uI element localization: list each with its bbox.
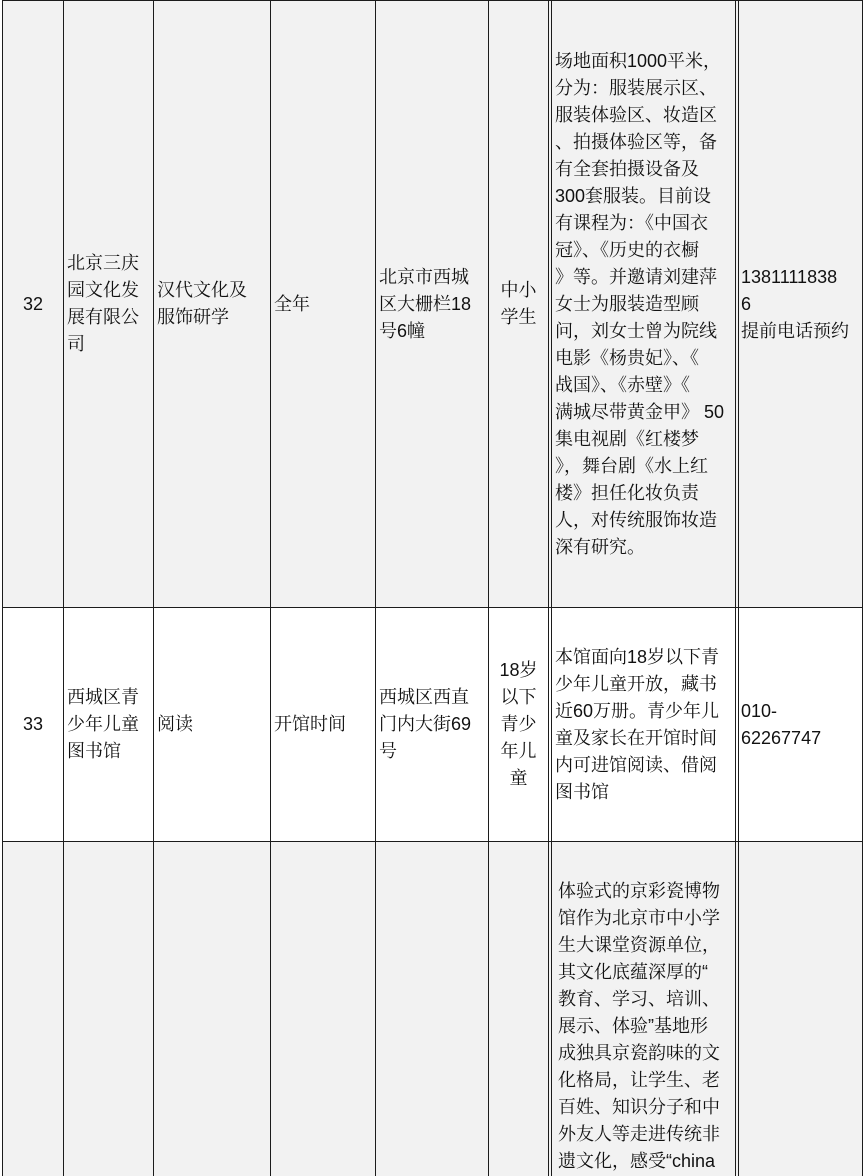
description-line: 体验式的京彩瓷博物 bbox=[558, 881, 720, 901]
description-line: 》，舞台剧《水上红 bbox=[555, 455, 708, 476]
cell-organization bbox=[64, 842, 154, 1176]
description-line: 分为：服装展示区、 bbox=[555, 77, 717, 98]
description-line: 服装体验区、妆造区 bbox=[555, 104, 717, 125]
description-line: 遗文化，感受“china bbox=[558, 1151, 716, 1171]
address-line: 区大栅栏18 bbox=[379, 293, 472, 314]
activity-line: 服饰研学 bbox=[157, 307, 229, 327]
description-line: 少年儿童开放，藏书 bbox=[555, 673, 717, 694]
cell-organization bbox=[64, 1, 154, 607]
address-line: 号6幢 bbox=[379, 320, 426, 341]
description-line: 楼》担任化妆负责 bbox=[555, 482, 699, 503]
description-line: 馆作为北京市中小学 bbox=[558, 908, 720, 928]
contact-line: 010- bbox=[741, 700, 778, 721]
address-line: 号 bbox=[379, 741, 397, 761]
cell-address bbox=[376, 608, 489, 841]
cell-organization bbox=[64, 608, 154, 841]
cell-address bbox=[376, 842, 489, 1176]
audience-line: 学生 bbox=[500, 307, 537, 327]
description-line: 外友人等走进传统非 bbox=[558, 1124, 720, 1144]
time-line: 开馆时间 bbox=[274, 714, 346, 734]
audience-line: 18岁 bbox=[499, 660, 538, 680]
cell-contact bbox=[739, 1, 863, 607]
cell-audience bbox=[489, 1, 548, 607]
cell-audience bbox=[489, 842, 548, 1176]
row-number: 32 bbox=[22, 293, 44, 314]
cell-audience bbox=[489, 608, 548, 841]
cell-contact bbox=[739, 842, 863, 1176]
audience-line: 青少 bbox=[500, 714, 537, 734]
description-line: 本馆面向18岁以下青 bbox=[555, 646, 720, 667]
cell-number bbox=[2, 1, 64, 607]
audience-line: 童 bbox=[509, 768, 528, 788]
description-line: 》等。并邀请刘建萍 bbox=[555, 266, 717, 287]
table-row-33 bbox=[2, 608, 863, 842]
description-line: 其文化底蕴深厚的“ bbox=[558, 962, 708, 982]
address-line: 门内大街69 bbox=[379, 714, 472, 734]
organization-line: 北京三庆 bbox=[67, 253, 139, 273]
description-line: 女士为服装造型顾 bbox=[555, 293, 699, 314]
table-row-32 bbox=[2, 0, 863, 608]
cell-address bbox=[376, 1, 489, 607]
row-number: 33 bbox=[22, 714, 44, 734]
description-line: 场地面积1000平米， bbox=[555, 50, 722, 71]
description-line: 展示、体验”基地形 bbox=[558, 1016, 708, 1036]
organization-line: 图书馆 bbox=[67, 741, 121, 761]
activity-line: 阅读 bbox=[157, 714, 193, 734]
description-line: 满城尽带黄金甲》 50 bbox=[555, 401, 725, 422]
description-line: 图书馆 bbox=[555, 781, 609, 802]
description-line: 近60万册。青少年儿 bbox=[555, 700, 720, 721]
cell-activity bbox=[154, 842, 271, 1176]
description-line: 问，刘女士曾为院线 bbox=[555, 320, 717, 341]
description-line: 成独具京瓷韵味的文 bbox=[558, 1043, 720, 1063]
cell-number bbox=[2, 842, 64, 1176]
contact-line: 6 bbox=[741, 293, 752, 314]
contact-line: 62267747 bbox=[741, 727, 822, 748]
description-line: 化格局，让学生、老 bbox=[558, 1070, 720, 1090]
description-line: 深有研究。 bbox=[555, 536, 645, 557]
cell-contact bbox=[739, 608, 863, 841]
organization-line: 司 bbox=[67, 334, 85, 354]
audience-line: 年儿 bbox=[500, 741, 537, 761]
description-line: 百姓、知识分子和中 bbox=[558, 1097, 720, 1117]
organization-line: 西城区青 bbox=[67, 687, 139, 707]
cell-description bbox=[548, 608, 739, 841]
cell-number bbox=[2, 608, 64, 841]
address-line: 西城区西直 bbox=[379, 687, 469, 707]
description-line: 冠》、《历史的衣橱 bbox=[555, 239, 699, 260]
address-line: 北京市西城 bbox=[379, 266, 469, 287]
audience-line: 以下 bbox=[500, 687, 537, 707]
description-line: 有课程为：《中国衣 bbox=[555, 212, 708, 233]
time-line: 全年 bbox=[274, 293, 310, 314]
cell-activity bbox=[154, 1, 271, 607]
description-line: 内可进馆阅读、借阅 bbox=[555, 754, 717, 775]
cell-description bbox=[548, 842, 739, 1176]
contact-line: 提前电话预约 bbox=[741, 320, 849, 341]
cell-description bbox=[548, 1, 739, 607]
activity-line: 汉代文化及 bbox=[157, 280, 247, 300]
description-line: 生大课堂资源单位， bbox=[558, 935, 720, 955]
organization-line: 少年儿童 bbox=[67, 714, 139, 734]
description-line: 教育、学习、培训、 bbox=[558, 989, 720, 1009]
contact-line: 1381111838 bbox=[741, 266, 838, 287]
description-line: 童及家长在开馆时间 bbox=[555, 727, 717, 748]
description-line: 电影《杨贵妃》、《 bbox=[555, 347, 699, 368]
description-line: 集电视剧《红楼梦 bbox=[555, 428, 699, 449]
description-line: 战国》、《赤壁》《 bbox=[555, 374, 690, 395]
cell-time bbox=[271, 842, 376, 1176]
organization-line: 展有限公 bbox=[67, 307, 139, 327]
cell-time bbox=[271, 1, 376, 607]
organization-line: 园文化发 bbox=[67, 280, 139, 300]
description-line: 有全套拍摄设备及 bbox=[555, 158, 699, 179]
description-line: 300套服装。目前设 bbox=[555, 185, 712, 206]
audience-line: 中小 bbox=[500, 280, 537, 300]
cell-time bbox=[271, 608, 376, 841]
cell-activity bbox=[154, 608, 271, 841]
description-line: 人，对传统服饰妆造 bbox=[555, 509, 717, 530]
description-line: 、拍摄体验区等，备 bbox=[555, 131, 717, 152]
table-row-next bbox=[2, 842, 863, 1176]
